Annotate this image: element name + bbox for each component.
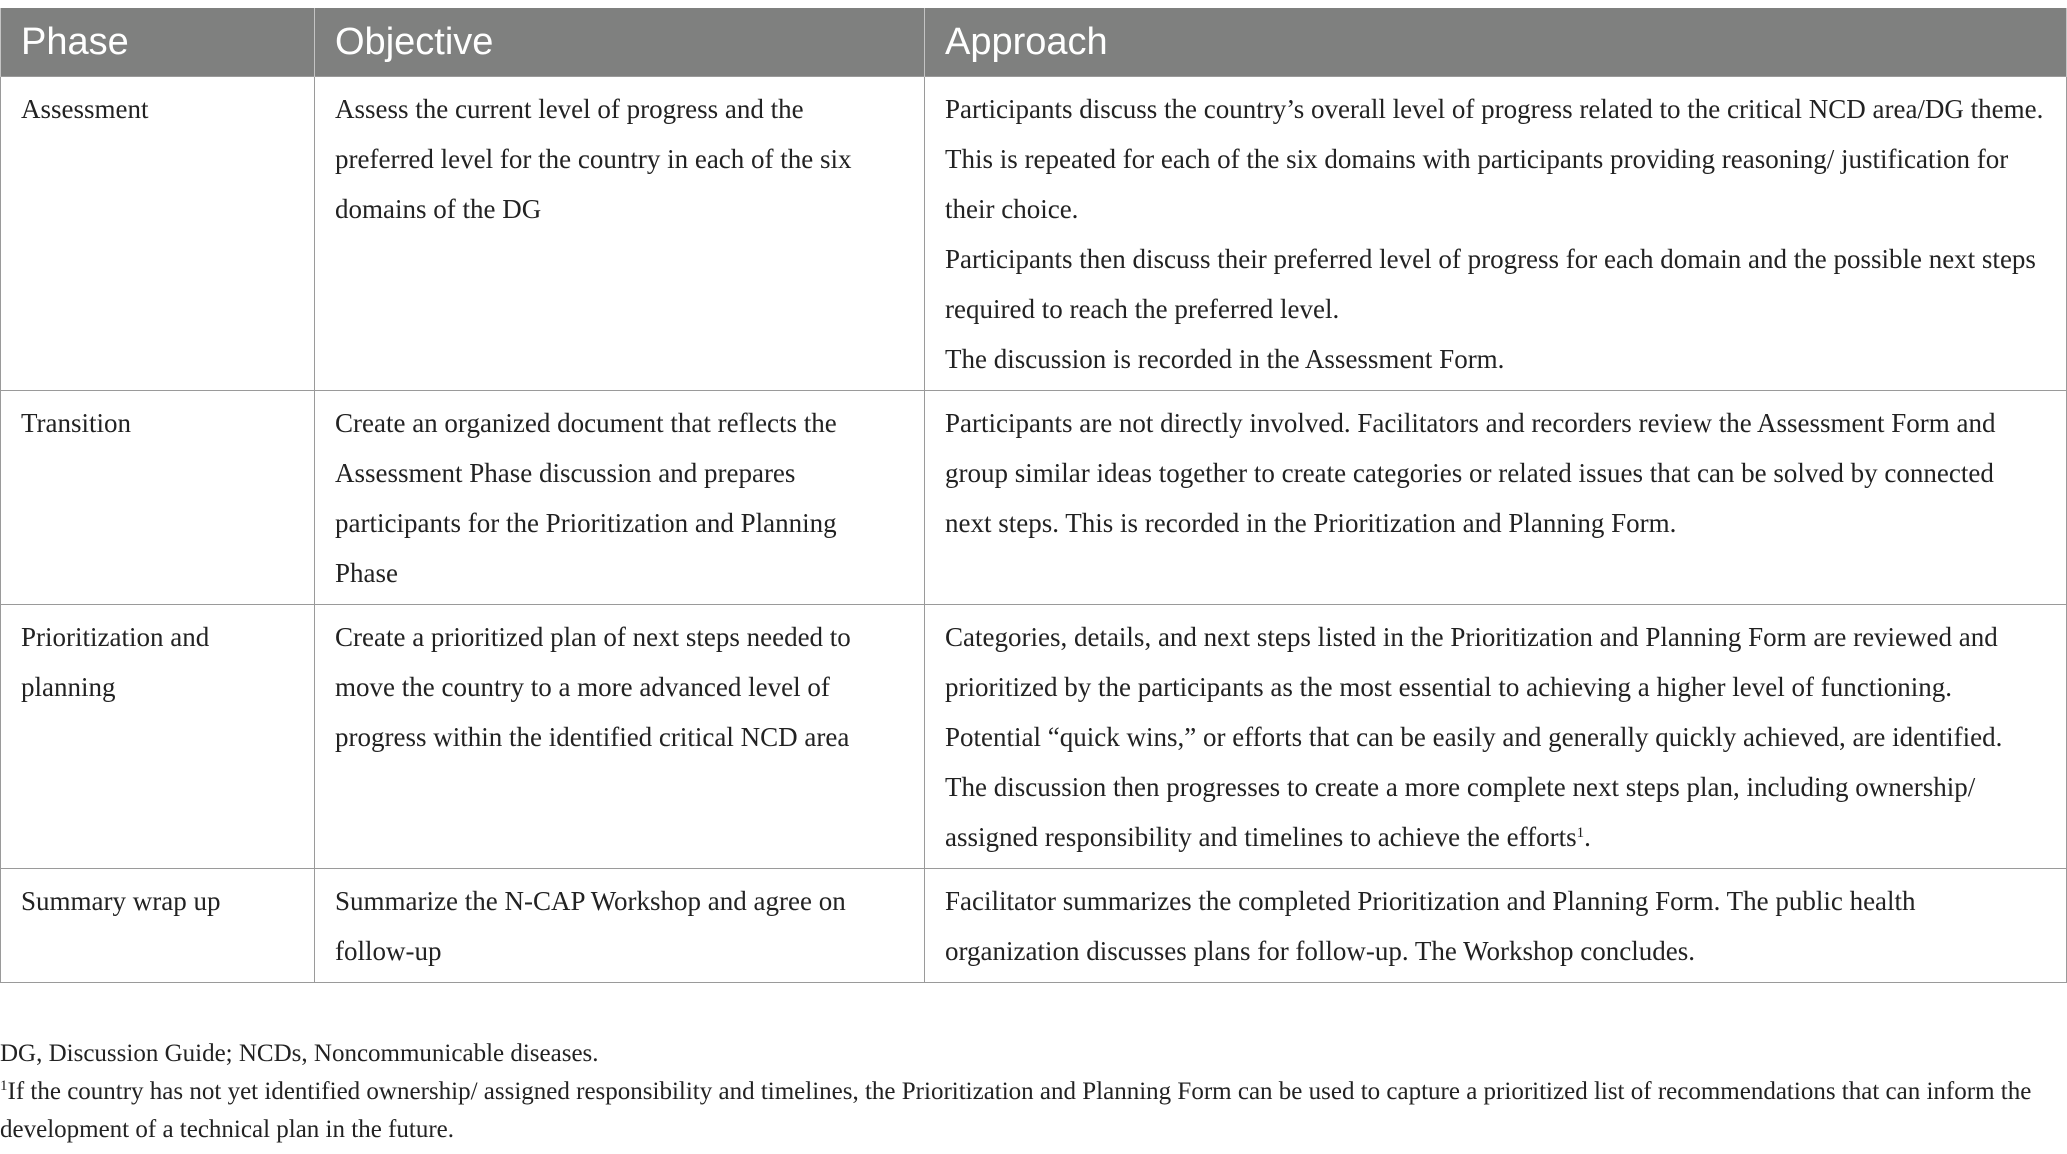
phase-cell: Transition xyxy=(1,391,315,605)
header-phase: Phase xyxy=(1,8,315,77)
approach-paragraph: The discussion is recorded in the Assessment Form. xyxy=(945,344,1505,374)
objective-cell: Create a prioritized plan of next steps needed to move the country to a more advanced level of progress within the identified critical NCD area xyxy=(315,605,925,869)
approach-paragraph: Categories, details, and next steps listed in the Prioritization and Planning Form are reviewed and prioritized by the participants as the most essential to achieving a higher level of functioning. Potential “quick wins,” or efforts that can be easily and generally quickly achieved, are identified. xyxy=(945,622,2003,752)
objective-cell: Assess the current level of progress and the preferred level for the country in each of the six domains of the DG xyxy=(315,77,925,391)
approach-paragraph: Participants discuss the country’s overall level of progress related to the critical NCD area/DG theme. This is repeated for each of the six domains with participants providing reasoning/ justification for their choice. xyxy=(945,94,2044,224)
approach-paragraph-with-note xyxy=(945,762,2046,862)
approach-cell xyxy=(925,869,2067,983)
footnote-text: If the country has not yet identified ownership/ assigned responsibility and timelines, the Prioritization and Planning Form can be used to capture a prioritized list of recommendations that can inform the development of a technical plan in the future. xyxy=(0,1078,2032,1143)
table-row-transition xyxy=(1,391,2067,605)
approach-cell xyxy=(925,77,2067,391)
approach-cell xyxy=(925,391,2067,605)
table-row-prioritization xyxy=(1,605,2067,869)
phase-cell: Assessment xyxy=(1,77,315,391)
approach-text: The discussion then progresses to create a more complete next steps plan, including ownership/ assigned responsibility and timelines to achieve the efforts xyxy=(945,772,1976,852)
footnote-1 xyxy=(0,1073,2060,1149)
table-footnotes xyxy=(0,1035,2060,1149)
abbreviations-note: DG, Discussion Guide; NCDs, Noncommunicable diseases. xyxy=(0,1040,599,1067)
objective-cell: Summarize the N-CAP Workshop and agree on follow-up xyxy=(315,869,925,983)
objective-cell: Create an organized document that reflects the Assessment Phase discussion and prepares participants for the Prioritization and Planning Phase xyxy=(315,391,925,605)
header-objective: Objective xyxy=(315,8,925,77)
table-row-summary xyxy=(1,869,2067,983)
table-header-row xyxy=(1,8,2067,77)
footnote-marker: 1 xyxy=(0,1078,8,1094)
phases-table-container xyxy=(0,8,2066,983)
approach-paragraph: Participants are not directly involved. Facilitators and recorders review the Assessment Form and group similar ideas together to create categories or related issues that can be solved by connected next steps. This is recorded in the Prioritization and Planning Form. xyxy=(945,408,1996,538)
phase-cell: Summary wrap up xyxy=(1,869,315,983)
phase-cell: Prioritization and planning xyxy=(1,605,315,869)
approach-paragraph: Facilitator summarizes the completed Prioritization and Planning Form. The public health organization discusses plans for follow-up. The Workshop concludes. xyxy=(945,886,1916,966)
approach-cell xyxy=(925,605,2067,869)
header-approach: Approach xyxy=(925,8,2067,77)
table-row-assessment xyxy=(1,77,2067,391)
approach-paragraph: Participants then discuss their preferred level of progress for each domain and the possible next steps required to reach the preferred level. xyxy=(945,244,2036,324)
sentence-end: . xyxy=(1584,822,1591,852)
phases-table xyxy=(0,8,2067,983)
footnote-reference: 1 xyxy=(1576,825,1585,841)
